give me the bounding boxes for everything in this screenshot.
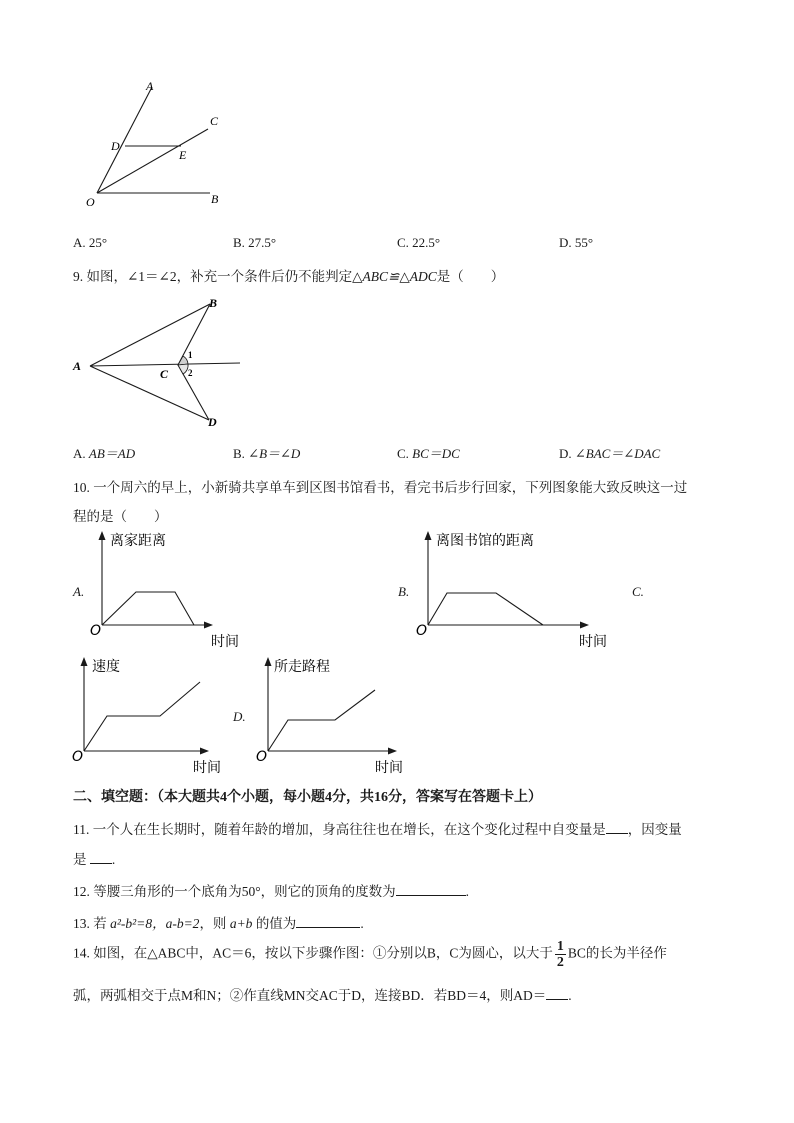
graph-b-origin: O — [416, 623, 428, 639]
q10-option-c-letter[interactable]: C. — [632, 584, 644, 599]
section-2-title: 二、填空题：（本大题共4个小题，每小题4分，共16分，答案写在答题卡上） — [73, 790, 542, 805]
q10-stem-line2: 程的是（ ） — [73, 509, 168, 524]
q9-option-d[interactable]: D. ∠BAC＝∠DAC — [559, 446, 661, 461]
q14-number: 14. — [73, 945, 90, 961]
q10-graph-d[interactable] — [254, 654, 424, 779]
label-b: B — [209, 296, 218, 310]
q12-number: 12. — [73, 884, 90, 899]
fraction-one-half: $\frac{1}{2}$ — [556, 939, 564, 970]
q8-option-a[interactable]: A. 25° — [73, 235, 108, 250]
q10-graph-b[interactable] — [414, 528, 624, 653]
label-c: C — [210, 114, 219, 128]
q13-blank[interactable] — [296, 915, 360, 928]
q9-figure — [70, 295, 250, 435]
q10-option-d-letter[interactable]: D. — [233, 709, 246, 724]
label-e: E — [179, 148, 187, 162]
label-o: O — [86, 195, 95, 209]
graph-c-ylabel: 速度 — [92, 659, 120, 675]
q14-blank[interactable] — [546, 987, 568, 1000]
graph-c-origin: O — [72, 749, 84, 765]
q8-option-d[interactable]: D. 55° — [559, 235, 594, 250]
q10-option-a-letter[interactable]: A. — [73, 584, 85, 599]
label-d: D — [208, 415, 217, 429]
q9-option-c[interactable]: C. BC＝DC — [397, 446, 460, 461]
q14-line1: 14. 如图，在△ABC中，AC＝6，按以下步骤作图：①分别以B，C为圆心，以大于 $\frac{1}{2}$ BC的长为半径作 — [73, 939, 667, 970]
graph-d-ylabel: 所走路程 — [274, 659, 330, 675]
q14-line2: 弧，两弧相交于点M和N；②作直线MN交AC于D，连接BD．若BD＝4，则AD＝ . — [73, 988, 572, 1003]
q9-option-b[interactable]: B. ∠B＝∠D — [233, 446, 301, 461]
label-b: B — [211, 192, 219, 206]
q11-number: 11. — [73, 822, 90, 837]
q10-graph-a[interactable] — [88, 528, 248, 653]
q12-line: 12. 等腰三角形的一个底角为50°，则它的顶角的度数为 . — [73, 884, 470, 899]
q11-line1: 11. 一个人在生长期时，随着年龄的增加，身高往往也在增长，在这个变化过程中自变量是 ，因变量 — [73, 822, 682, 837]
graph-a-origin: O — [90, 623, 102, 639]
label-d: D — [111, 139, 120, 153]
q9-number: 9. — [73, 269, 84, 284]
q10-number: 10. — [73, 480, 90, 495]
q13-line: 13. 若 a²-b²=8，a-b=2，则 a+b 的值为 . — [73, 916, 364, 931]
graph-b-xlabel: 时间 — [579, 634, 607, 650]
label-a: A — [73, 359, 82, 373]
q12-blank[interactable] — [396, 883, 466, 896]
q9-stem: 9. 如图，∠1＝∠2，补充一个条件后仍不能判定△ABC≌△ADC是（ ） — [73, 269, 505, 284]
q11-line2: 是 . — [73, 852, 116, 867]
label-angle-1: 1 — [188, 350, 193, 360]
q10-option-b-letter[interactable]: B. — [398, 584, 410, 599]
graph-d-xlabel: 时间 — [375, 760, 403, 776]
graph-d-origin: O — [256, 749, 268, 765]
graph-a-xlabel: 时间 — [211, 634, 239, 650]
q10-graph-c[interactable] — [70, 654, 240, 779]
q11-blank-2[interactable] — [90, 851, 112, 864]
label-angle-2: 2 — [188, 368, 193, 378]
label-a: A — [146, 79, 154, 93]
graph-a-ylabel: 离家距离 — [110, 533, 166, 549]
q10-stem-line1: 10. 一个周六的早上，小新骑共享单车到区图书馆看书，看完书后步行回家，下列图象能大致反映这一过 — [73, 480, 688, 495]
q11-blank-1[interactable] — [606, 821, 628, 834]
q13-number: 13. — [73, 916, 90, 931]
label-c: C — [160, 367, 169, 381]
graph-c-xlabel: 时间 — [193, 760, 221, 776]
q8-option-b[interactable]: B. 27.5° — [233, 235, 277, 250]
graph-b-ylabel: 离图书馆的距离 — [436, 533, 534, 549]
q9-option-a[interactable]: A. AB＝AD — [73, 446, 136, 461]
q8-option-c[interactable]: C. 22.5° — [397, 235, 441, 250]
q8-figure — [80, 75, 240, 215]
